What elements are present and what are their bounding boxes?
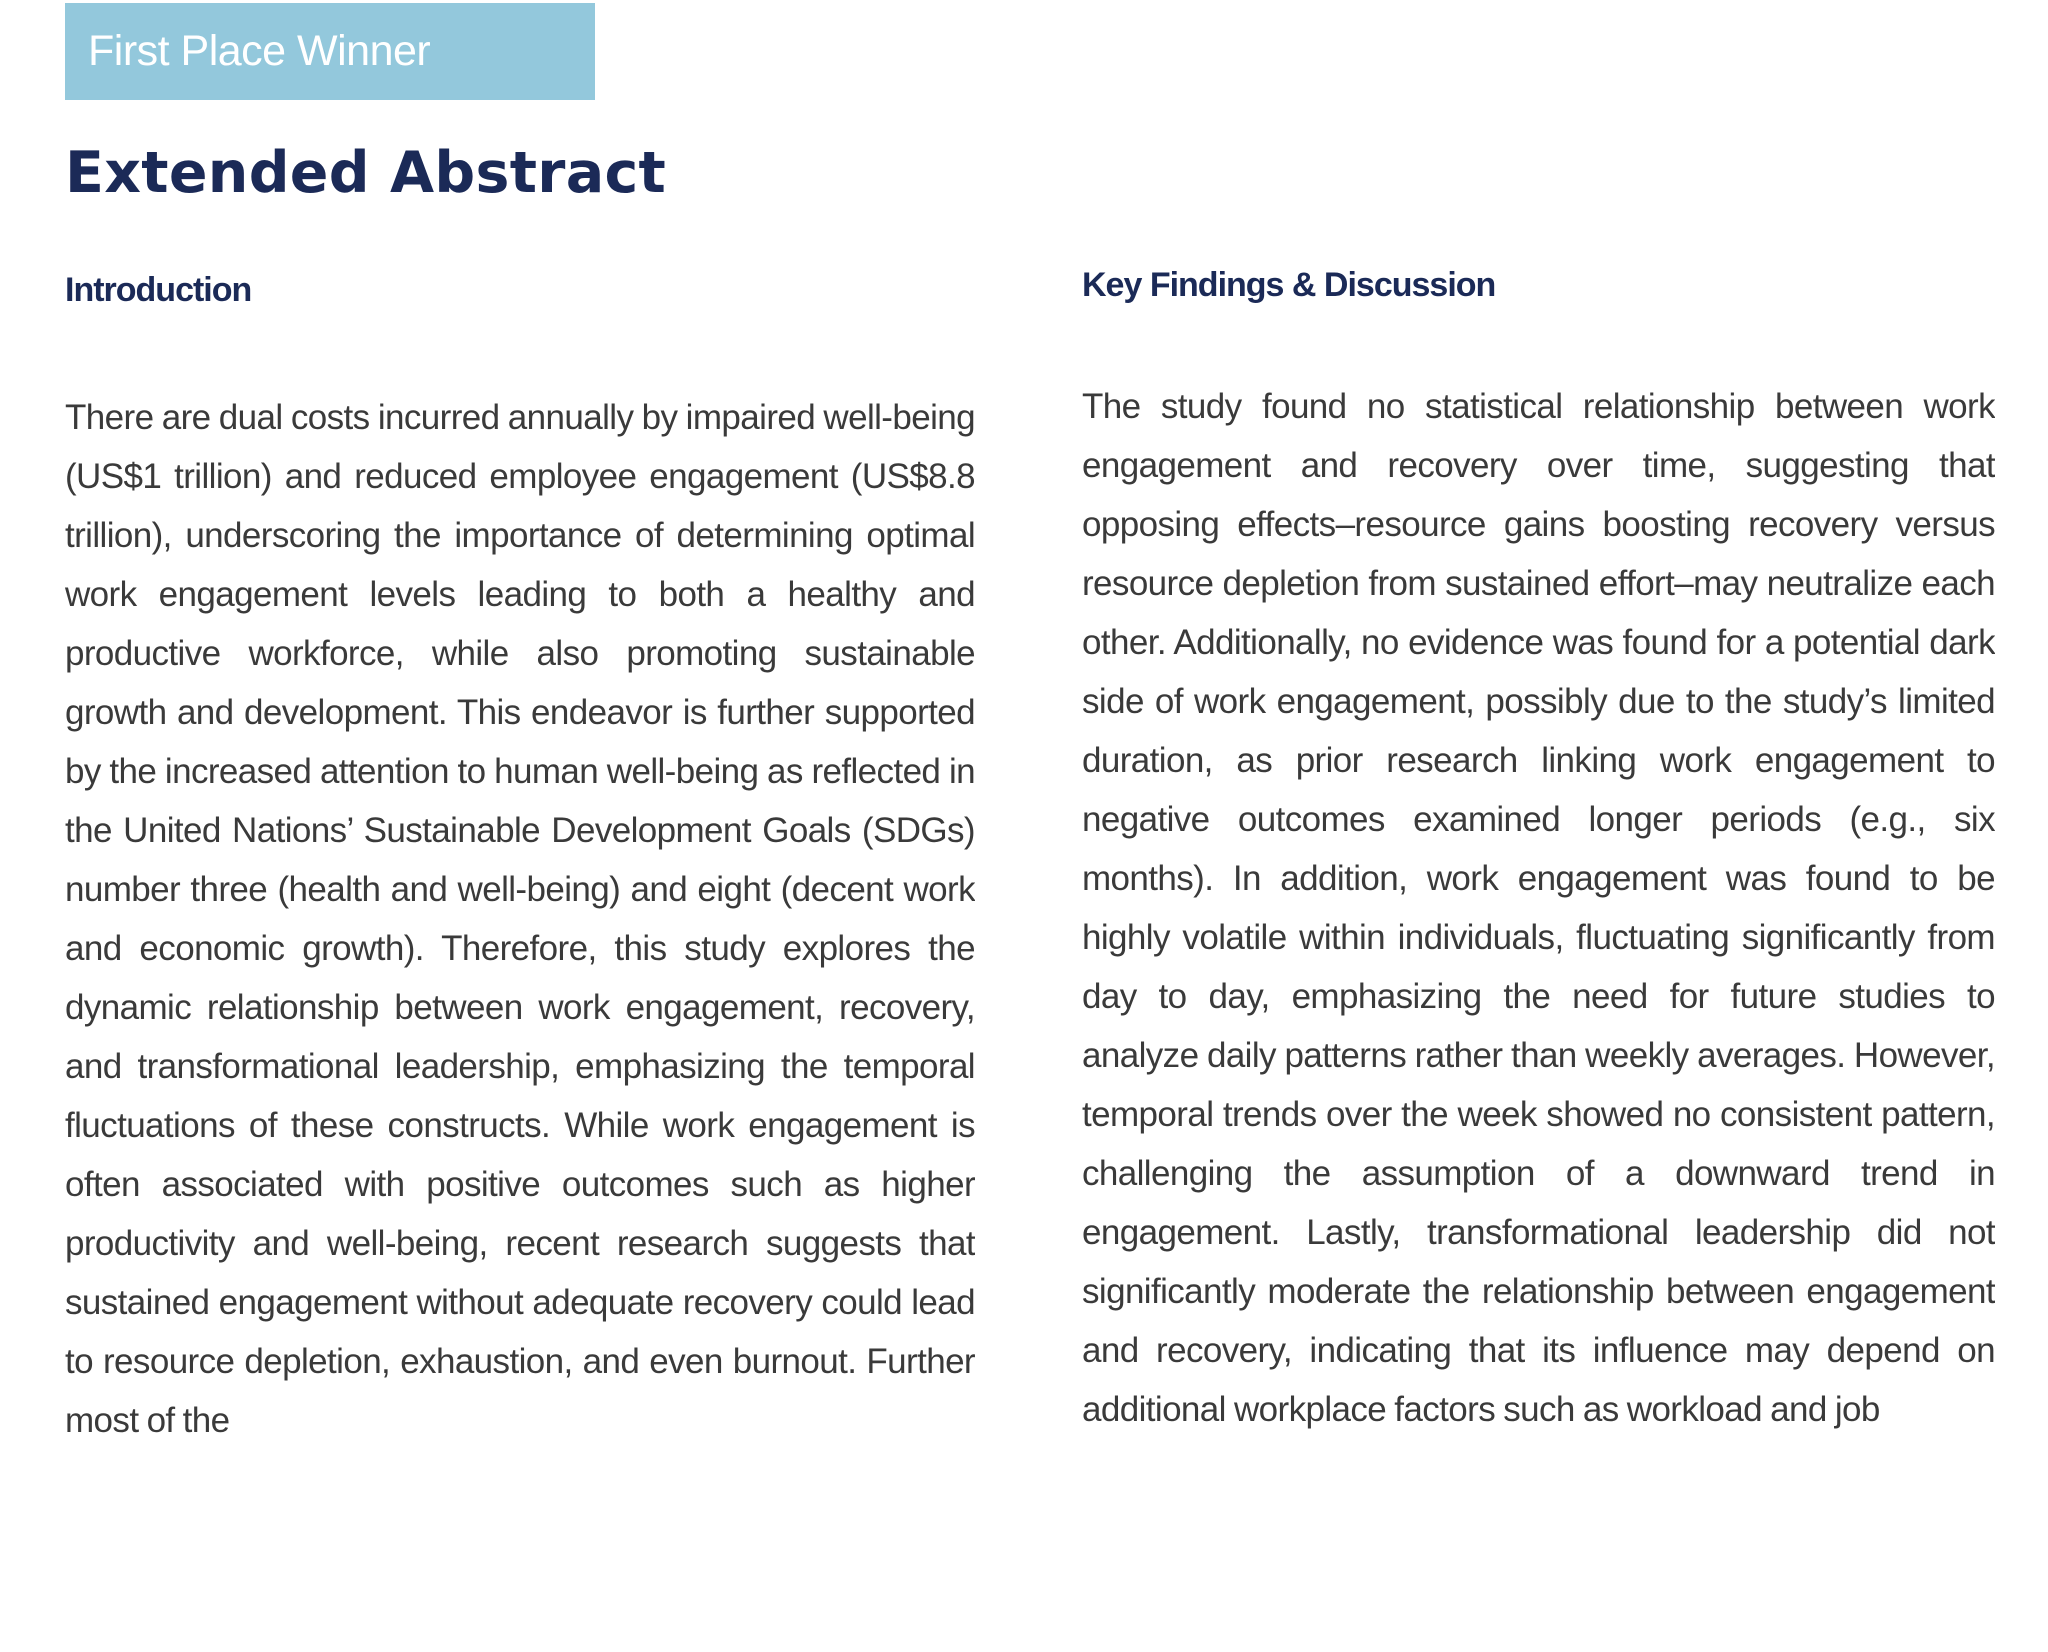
key-findings-section xyxy=(1082,265,1995,1652)
key-findings-heading: Key Findings & Discussion xyxy=(1082,266,1496,304)
introduction-body: There are dual costs incurred annually by impaired well-being (US$1 trillion) and reduced employee engagement (US$8.8 trillion), underscoring the importance of determining optimal work engagement levels leading to both a healthy and productive workforce, while also promoting sustainable growth and development. This endeavor is further supported by the increased attention to human well-being as reflected in the United Nations’ Sustainable Development Goals (SDGs) number three (health and well-being) and eight (decent work and economic growth). Therefore, this study explores the dynamic relationship between work engagement, recovery, and transformational leadership, emphasizing the temporal fluctuations of these constructs. While work engagement is often associated with positive outcomes such as higher productivity and well-being, recent research suggests that sustained engagement without adequate recovery could lead to resource depletion, exhaustion, and even burnout. Further most of the xyxy=(65,398,975,1440)
introduction-section xyxy=(65,270,975,1618)
key-findings-body: The study found no statistical relationship between work engagement and recovery over time, suggesting that opposing effects–resource gains boosting recovery versus resource depletion from sustained effort–may neutralize each other. Additionally, no evidence was found for a potential dark side of work engagement, possibly due to the study’s limited duration, as prior research linking work engagement to negative outcomes examined longer periods (e.g., six months). In addition, work engagement was found to be highly volatile within individuals, fluctuating significantly from day to day, emphasizing the need for future studies to analyze daily patterns rather than weekly averages. However, temporal trends over the week showed no consistent pattern, challenging the assumption of a downward trend in engagement. Lastly, transformational leadership did not significantly moderate the relationship between engagement and recovery, indicating that its influence may depend on additional workplace factors such as workload and job xyxy=(1082,387,1995,1429)
page-title: Extended Abstract xyxy=(65,140,667,206)
introduction-body-container xyxy=(65,388,975,1618)
key-findings-body-container xyxy=(1082,377,1995,1652)
first-place-winner-badge xyxy=(65,3,595,100)
introduction-heading: Introduction xyxy=(65,271,252,309)
badge-label: First Place Winner xyxy=(88,27,431,75)
